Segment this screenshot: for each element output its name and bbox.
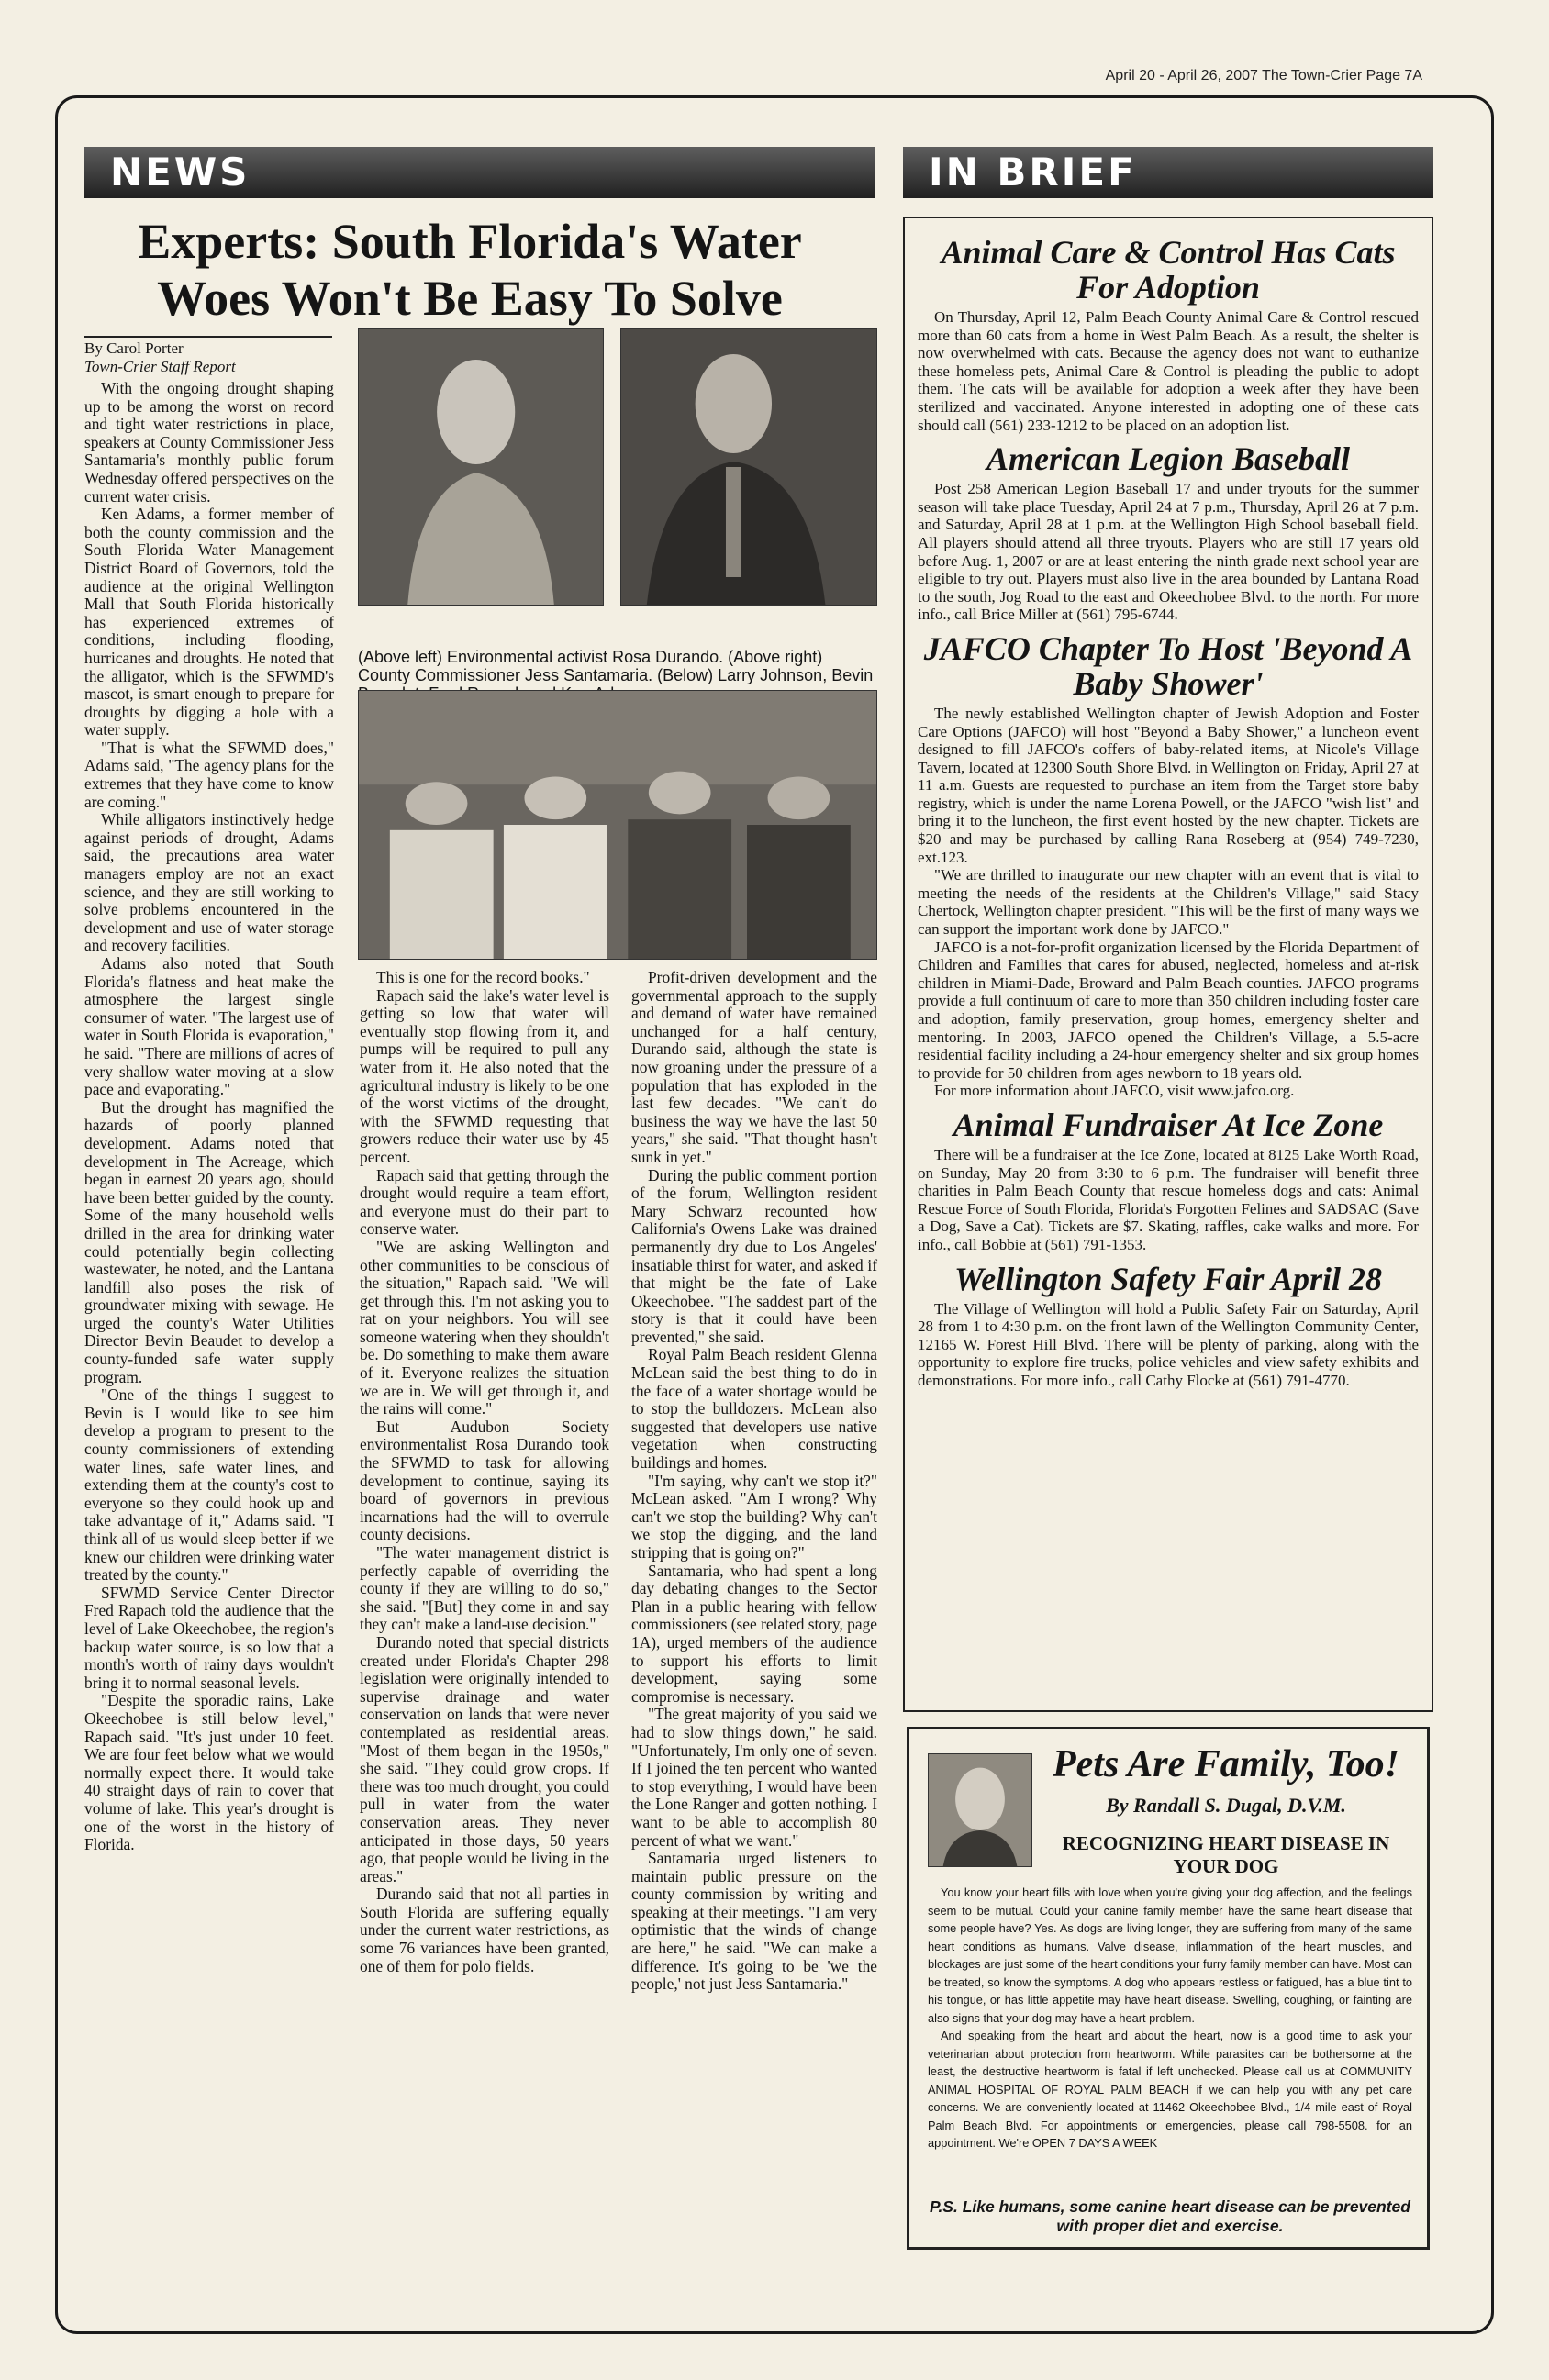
story-column-2 xyxy=(360,969,609,1975)
story-paragraph: Santamaria, who had spent a long day debating changes to the Sector Plan in a public hearing with fellow commissioners (see related story, page 1A), urged members of the audience to support his efforts to limit development, saying some compromise is necessary. xyxy=(631,1561,877,1706)
story-paragraph: "We are asking Wellington and other communities to be conscious of the situation," Rapach said. "We will get through this. I'm not asking you to rat on your neighbors. You will see someone watering when they shouldn't be. Do something to make them aware of it. Everyone realizes the situation we are in. We will get through it, and the rains will come." xyxy=(360,1237,609,1418)
story-headline: Experts: South Florida's Water Woes Won't Be Easy To Solve xyxy=(138,214,802,326)
brief-title-ice-zone: Animal Fundraiser At Ice Zone xyxy=(953,1106,1384,1143)
story-paragraph: "One of the things I suggest to Bevin is I would like to see him develop a program to present to the county commissioners of extending water lines, safe water lines, and extending them at the county's cost to everyone so they could hook up and take advantage of it," Adams said. "I think all of us would sleep better if we knew our children were drinking water treated by the county." xyxy=(84,1385,334,1585)
byline xyxy=(84,336,332,376)
brief-title-safety-fair: Wellington Safety Fair April 28 xyxy=(953,1260,1383,1297)
pets-author: By Randall S. Dugal, D.V.M. xyxy=(1106,1794,1346,1817)
story-paragraph: Ken Adams, a former member of both the county commission and the South Florida Water Management District Board of Governors, told the audience at the original Wellington Mall that South Florida historically has experienced extremes of conditions, including flooding, hurricanes and droughts. He noted that the alligator, which is the SFWMD's mascot, is smart enough to prepare for droughts by digging a hole with a water supply. xyxy=(84,505,334,740)
pets-title: Pets Are Family, Too! xyxy=(1053,1743,1399,1785)
story-paragraph: SFWMD Service Center Director Fred Rapach told the audience that the level of Lake Okeechobee, the region's backup water source, is so low that a month's worth of rainy days wouldn't bring it to normal seasonal levels. xyxy=(84,1583,334,1692)
masthead: April 20 - April 26, 2007 The Town-Crier Page 7A xyxy=(1105,68,1422,83)
story-paragraph: Royal Palm Beach resident Glenna McLean said the best thing to do in the face of a water shortage would be to stop the bulldozers. McLean also suggested that developers use native vegetation when constructing buildings and homes. xyxy=(631,1345,877,1473)
story-paragraph: But Audubon Society environmentalist Rosa Durando took the SFWMD to task for allowing development to continue, saying its board of governors in previous incarnations had the will to overrule county decisions. xyxy=(360,1417,609,1544)
pets-paragraph: You know your heart fills with love when you're giving your dog affection, and the feelings seem to be mutual. Could your canine family member have the same heart disease that some people have? Yes. As dogs are living longer, they are suffering from many of the same heart conditions as humans. Valve disease, inflammation of the heart muscles, and blockages are just some of the heart conditions your furry family member can have. Most can be treated, so know the symptoms. A dog who appears restless or fatigued, has a blue tint to his tongue, or has little appetite may have heart disease. Swelling, coughing, or fainting are also signs that your dog may have a heart problem. xyxy=(928,1885,1412,2025)
story-paragraph: Santamaria urged listeners to maintain public pressure on the county commission by writing and speaking at their meetings. "I am very optimistic that the winds of change are here," he said. "We can make a difference. It's going to be 'we the people,' not just Jess Santamaria." xyxy=(631,1849,877,1994)
pets-subhead: RECOGNIZING HEART DISEASE IN YOUR DOG xyxy=(1062,1832,1390,1877)
story-paragraph: Adams also noted that South Florida's flatness and heat make the atmosphere the largest single consumer of water. "The largest use of water in South Florida is evaporation," he said. "There are millions of acres of very shallow water moving at a slow pace and evaporating." xyxy=(84,954,334,1099)
story-paragraph: "That is what the SFWMD does," Adams said, "The agency plans for the extremes that they have come to know are coming." xyxy=(84,738,334,811)
story-paragraph: While alligators instinctively hedge against periods of drought, Adams said, the precautions area water managers employ are not an exact science, and they are still working to solve problems encountered in the development and use of water storage and recovery facilities. xyxy=(84,810,334,955)
story-paragraph: This is one for the record books." xyxy=(376,968,590,986)
story-column-1 xyxy=(84,380,334,1854)
pets-paragraph: And speaking from the heart and about the heart, now is a good time to ask your veterinarian about protection from heartworm. While parasites can be bothersome at the least, the destructive heartworm is fatal if left unchecked. Please call us at COMMUNITY ANIMAL HOSPITAL OF ROYAL PALM BEACH if we can help you with any pet care concerns. We are conveniently located at 11462 Okeechobee Blvd., 1/4 mile east of Royal Palm Beach Blvd. For appointments or emergencies, please call 798-5508. for an appointment. We're OPEN 7 DAYS A WEEK xyxy=(928,2029,1412,2150)
story-paragraph: With the ongoing drought shaping up to be among the worst on record and tight water restrictions in place, speakers at County Commissioner Jess Santamaria's monthly public forum Wednesday offered perspectives on the current water crisis. xyxy=(84,379,334,506)
in-brief-box xyxy=(903,217,1433,1712)
in-brief-banner: IN BRIEF xyxy=(903,147,1433,198)
story-paragraph: Durando noted that special districts created under Florida's Chapter 298 legislation were originally intended to supervise drainage and water conservation on lands that were never contemplated as residential areas. "Most of them began in the 1950s," she said. "They could grow crops. If there was too much drought, you could pull in water from the water conservation areas. They never anticipated in those days, 50 years ago, that people would be living in the areas." xyxy=(360,1632,609,1885)
byline-author: By Carol Porter xyxy=(84,339,184,357)
brief-paragraph: There will be a fundraiser at the Ice Zone, located at 8125 Lake Worth Road, on Sunday, May 20 from 3:30 to 6 p.m. The fundraiser will benefit three charities in Palm Beach County that rescue homeless dogs and cats: Animal Rescue Force of South Florida, Florida's Forgotten Felines and SADSAC (Save a Dog, Save a Cat). Tickets are $7. Skating, raffles, cake walks and more. For info., call Bobbie at (561) 791-1353. xyxy=(918,1145,1419,1253)
news-banner: NEWS xyxy=(84,147,875,198)
brief-paragraph: JAFCO is a not-for-profit organization licensed by the Florida Department of Children and Families that cares for abused, neglected, homeless and at-risk children in Miami-Dade, Broward and Palm Beach counties. JAFCO programs provide a full continuum of care to more than 350 children including foster care and adoption, family preservation, group homes, emergency shelter and mentoring. In 2003, JAFCO opened the Children's Village, a 5.5-acre residential facility including a 24-hour emergency shelter and six group homes to provide for 50 children from ages newborn to 18 years old. xyxy=(918,938,1419,1082)
brief-title-jafco: JAFCO Chapter To Host 'Beyond A Baby Shower' xyxy=(923,629,1413,702)
story-paragraph: Rapach said that getting through the drought would require a team effort, and everyone must do their part to conserve water. xyxy=(360,1165,609,1239)
brief-title-cats: Animal Care & Control Has Cats For Adoption xyxy=(941,234,1396,306)
story-paragraph: During the public comment portion of the forum, Wellington resident Mary Schwarz recounted how California's Owens Lake was drained permanently dry due to Los Angeles' insatiable thirst for water, and asked if that might be the fate of Lake Okeechobee. "The saddest part of the story is that it could have been prevented," she said. xyxy=(631,1165,877,1346)
brief-paragraph: On Thursday, April 12, Palm Beach County Animal Care & Control rescued more than 60 cats from a home in West Palm Beach. As a result, the shelter is now overwhelmed with cats. Because the agency does not want to euthanize these homeless pets, Animal Care & Control is pleading the public to adopt them. The cats will be available for adoption a week after they have been sterilized and vaccinated. Anyone interested in adopting one of these cats should call (561) 233-1212 to be placed on an adoption list. xyxy=(918,308,1419,434)
photo-rosa-durando xyxy=(358,328,604,606)
photo-panel-speakers xyxy=(358,690,877,960)
caption-text: (Above left) Environmental activist Rosa Durando. (Above right) County Commissioner Jess Santamaria. (Below) Larry Johnson, Bevin xyxy=(358,648,874,684)
story-paragraph: Durando said that not all parties in South Florida are suffering equally under the current water restrictions, as some 76 variances have been granted, one of them for polo fields. xyxy=(360,1885,609,1975)
byline-role: Town-Crier Staff Report xyxy=(84,358,236,375)
pets-column-box xyxy=(907,1727,1430,2250)
pets-postscript: P.S. Like humans, some canine heart disease can be prevented with proper diet and exercise. xyxy=(930,2197,1410,2235)
story-paragraph: "The great majority of you said we had to slow things down," he said. "Unfortunately, I'm only one of seven. If I joined the ten percent who wanted to stop everything, I would have been the Lone Ranger and gotten nothing. I want to be able to accomplish 80 percent of what we want." xyxy=(631,1705,877,1850)
author-photo xyxy=(928,1753,1032,1867)
story-column-3 xyxy=(631,969,877,1994)
story-paragraph: Rapach said the lake's water level is getting so low that water will eventually stop flowing from it, and pumps will be required to pull any water from it. He also noted that the agricultural industry is likely to be one of the worst victims of the drought, with the SFWMD requesting that growers reduce their water use by 45 percent. xyxy=(360,985,609,1166)
photo-jess-santamaria xyxy=(620,328,877,606)
brief-paragraph: For more information about JAFCO, visit www.jafco.org. xyxy=(934,1082,1295,1100)
story-paragraph: "Despite the sporadic rains, Lake Okeechobee is still below level," Rapach said. "It's just under 10 feet. We are four feet below what we would normally expect there. It would take 40 straight days of rain to cover that volume of lake. This year's drought is one of the worst in the history of Florida. xyxy=(84,1691,334,1854)
story-paragraph: Profit-driven development and the governmental approach to the supply and demand of water have remained unchanged for a half century, Durando said, although the state is now groaning under the pressure of a population that has exploded in the last few decades. "We can't do business the way we have the last 50 years," she said. "That thought hasn't sunk in yet." xyxy=(631,968,877,1166)
story-paragraph: "The water management district is perfectly capable of overriding the county if they are willing to do so," she said. "[But] they come in and say they can't make a land-use decision." xyxy=(360,1543,609,1634)
brief-paragraph: Post 258 American Legion Baseball 17 and under tryouts for the summer season will take place Tuesday, April 24 at 7 p.m., Thursday, April 26 at 7 p.m. and Saturday, April 28 at 1 p.m. at the Wellington High School baseball field. All players should attend all three tryouts. Players who are still 17 years old before Aug. 1, 2007 or are at least entering the ninth grade next school year are eligible to try out. Players must also live in the area bounded by Lantana Road to the south, Jog Road to the east and Okeechobee Blvd. to the north. For more info., call Brice Miller at (561) 795-6744. xyxy=(918,480,1419,624)
brief-title-baseball: American Legion Baseball xyxy=(986,440,1350,478)
story-paragraph: But the drought has magnified the hazards of poorly planned development. Adams noted that development in The Acreage, which began in earnest 20 years ago, should have been better guided by the county. Some of the many household wells drilled in the area for drinking water could potentially begin collecting wastewater, he noted, and the Lantana landfill also poses the risk of groundwater mixing with sewage. He urged the county's Water Utilities Director Bevin Beaudet to develop a county-funded safe water supply program. xyxy=(84,1097,334,1386)
brief-paragraph: The newly established Wellington chapter of Jewish Adoption and Foster Care Options (JAFCO) will host "Beyond a Baby Shower," a luncheon event designed to fill JAFCO's coffers of baby-related items, at Nicole's Village Tavern, located at 12300 South Shore Blvd. in Wellington on Friday, April 27 at 11 a.m. Guests are requested to purchase an item from the Target store baby registry, which is under the name Lorena Powell, or the JAFCO "wish list" and bring it to the luncheon, the first event hosted by the new chapter. Tickets are $20 and may be purchased by calling Rana Roseberg at (954) 749-7230, ext.123. xyxy=(918,704,1419,866)
story-paragraph: "I'm saying, why can't we stop it?" McLean asked. "Am I wrong? Why can't we stop the building? Why can't we stop the digging, and the land stripping that is going on?" xyxy=(631,1471,877,1562)
brief-paragraph: "We are thrilled to inaugurate our new chapter with an event that is vital to meeting the needs of the residents at the Children's Village," said Stacy Chertock, Wellington chapter president. "This will be the first of many ways we can support the important work done by JAFCO." xyxy=(918,866,1419,939)
brief-paragraph: The Village of Wellington will hold a Public Safety Fair on Saturday, April 28 from 1 to 4:30 p.m. on the front lawn of the Wellington Community Center, 12165 W. Forest Hill Blvd. There will be plenty of parking, along with the opportunity to explore fire trucks, police vehicles and view safety exhibits and demonstrations. For more info., call Cathy Flocke at (561) 791-4770. xyxy=(918,1299,1419,1389)
pets-body xyxy=(928,1884,1412,2152)
